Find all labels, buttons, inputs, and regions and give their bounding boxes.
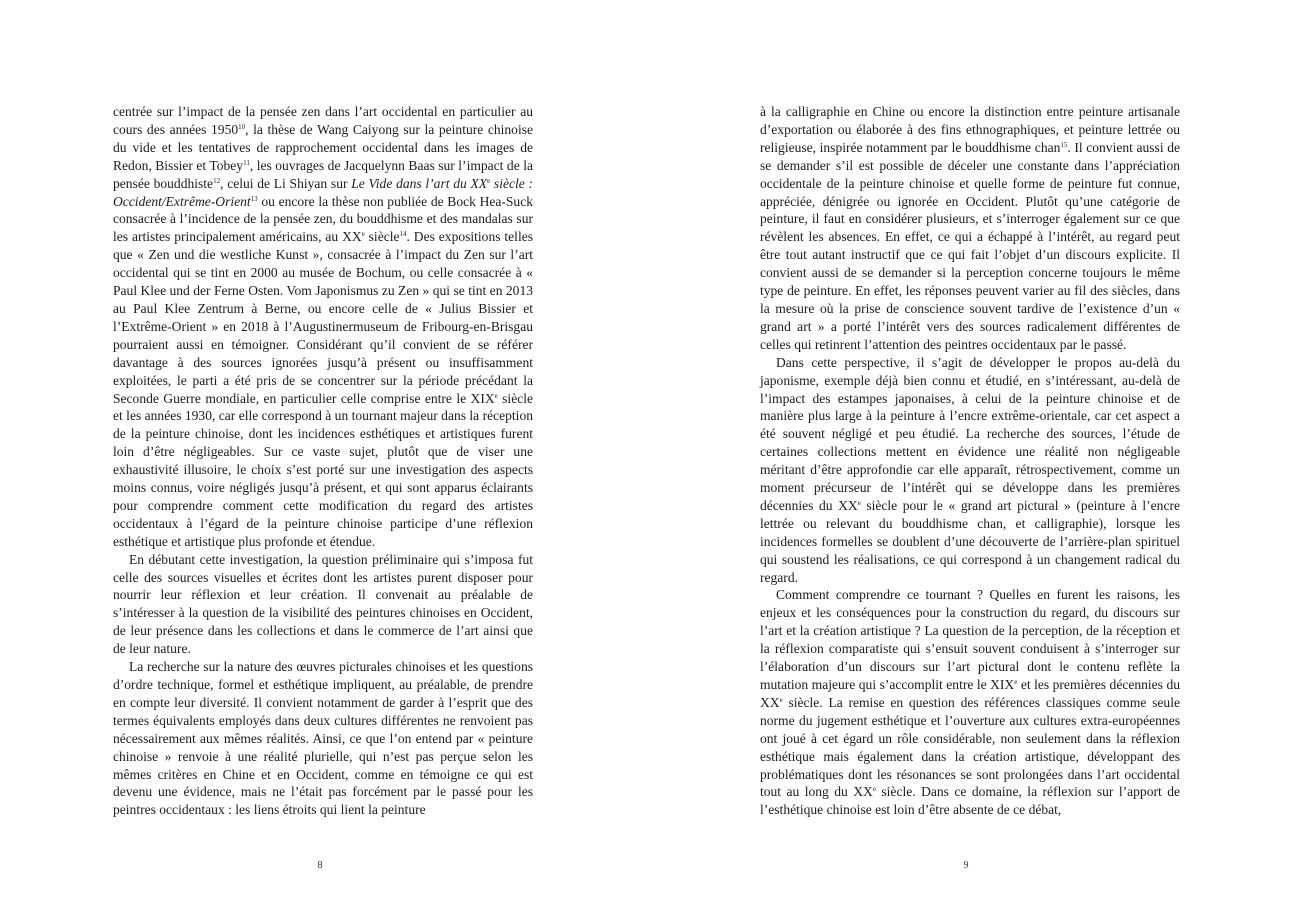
text-run: siècle xyxy=(364,229,400,245)
note-call: e xyxy=(361,230,365,239)
note-call: e xyxy=(779,695,783,704)
left-page xyxy=(0,0,646,913)
text-run: centrée sur l’impact de la pensée zen dans l’art occidental en particulier au cours des années 1950 xyxy=(113,104,533,137)
note-call: e xyxy=(872,785,876,794)
right-page-number: 9 xyxy=(963,860,969,871)
text-run: . Il convient aussi de se demander s’il est possible de déceler une constante dans l’appréciation occidentale de la peinture chinoise et quelle forme de peinture fut connue, appréciée, dénigrée ou ignorée en Occident. Plutôt qu’une catégorie de peinture, il faut en considérer plusieurs, et s’interroger également sur ce que révèlent les absences. En effet, ce qui a échappé à l’intérêt, au regard peut être tout autant instructif que ce qui fait l’objet d’un discours explicite. Il convient aussi de se demander si la perception concerne toujours le même type de peinture. En effet, les réponses peuvent varier au fil des siècles, dans la mesure où la prise de conscience souvent tardive de l’existence d’un « grand art » a porté l’intérêt vers des sources radicalement différentes de celles qui retinrent l’attention des peintres occidentaux par le passé. xyxy=(760,139,1180,352)
text-run: siècle pour le « grand art pictural » (peinture à l’encre lettrée ou relevant du bouddhisme chan, et calligraphie), lorsque les incidences formelles se doublent d’une découverte de l’arrière-plan spirituel qui soustend les réalisations, ce qui correspond à un changement radical du regard. xyxy=(760,497,1180,585)
right-paragraph-2 xyxy=(760,354,1180,587)
text-run: ou encore la thèse non publiée de Bock Hea-Suck consacrée à l’incidence de la pensée zen, du bouddhisme et des mandalas sur les artistes principalement américains, au XX xyxy=(113,193,533,245)
note-call: 13 xyxy=(250,194,258,203)
text-run: Comment comprendre ce tournant ? Quelles en furent les raisons, les enjeux et les conséquences pour la construction du regard, du discours sur l’art et la création artistique ? La question de la perception, de la réception et la réflexion comparatiste qui s’ensuit souvent conduisent à s’interroger sur l’élaboration d’un discours sur l’art pictural dont le contenu reflète la mutation majeure qui s’accomplit entre le XIX xyxy=(760,587,1180,692)
text-run: En débutant cette investigation, la question préliminaire qui s’imposa fut celle des sources visuelles et écrites dont les artistes purent disposer pour nourrir leur réflexion et leur création. Il convenait au préalable de s’intéresser à la question de la visibilité des peintures chinoises en Occident, de leur présence dans les collections et dans le commerce de l’art ainsi que de leur nature. xyxy=(113,551,533,657)
left-paragraph-1 xyxy=(113,103,533,551)
note-call: 12 xyxy=(213,176,221,185)
right-paragraph-1 xyxy=(760,103,1180,354)
text-run: siècle. La remise en question des références classiques comme seule norme du jugement esthétique et l’ouverture aux cultures extra-européennes ont joué à cet égard un rôle considérable, non seulement dans la réflexion esthétique mais également dans la création artistique, développant des problématiques dont les résonances se sont prolongées dans l’art occidental tout au long du XX xyxy=(760,694,1180,800)
text-run: à la calligraphie en Chine ou encore la distinction entre peinture artisanale d’exportation ou élaborée à des fins ethnographiques, et peinture lettrée ou religieuse, inspirée notamment par le bouddhisme chan xyxy=(760,104,1180,155)
note-call: 10 xyxy=(238,122,246,131)
note-call: e xyxy=(1014,678,1018,686)
text-run: . Des expositions telles que « Zen und die westliche Kunst », consacrée à l’impact du Zen sur l’art occidental qui se tint en 2000 au musée de Bochum, ou celle consacrée à « Paul Klee und der Ferne Osten. Vom Japonismus zu Zen » qui se tint en 2013 au Paul Klee Zentrum à Berne, ou encore celle de « Julius Bissier et l’Extrême-Orient » en 2018 à l’Augustinermuseum de Fribourg-en-Brisgau pourraient aussi en témoigner. Considérant qu’il convient de se référer davantage à des sources ignorées jusqu’à présent ou insuffisamment exploitées, le parti a été pris de se concentrer sur la période précédant la Seconde Guerre mondiale, en particulier celle comprise entre le XIX xyxy=(113,229,533,406)
note-call: e xyxy=(487,176,491,185)
text-run: siècle et les années 1930, car elle correspond à un tournant majeur dans la réception de la peinture chinoise, dont les incidences esthétiques et artistiques furent loin d’être négligeables. Sur ce vaste sujet, plutôt que de viser une exhaustivité illusoire, le choix s’est porté sur une investigation des aspects moins connus, voire négligés jusqu’à présent, et qui sont apparus éclairants pour comprendre comment cette modification du regard des artistes occidentaux à l’égard de la peinture chinoise participe d’une réflexion esthétique et artistique plus profonde et étendue. xyxy=(113,390,534,549)
right-paragraph-3 xyxy=(760,586,1180,819)
text-run: siècle. Dans ce domaine, la réflexion sur l’apport de l’esthétique chinoise est loin d’être absente de ce débat, xyxy=(760,784,1180,818)
note-call: e xyxy=(494,391,498,400)
italic-title: siècle : Occident/Extrême-Orient xyxy=(113,175,534,209)
text-run: La recherche sur la nature des œuvres picturales chinoises et les questions d’ordre technique, formel et esthétique impliquent, au préalable, de prendre en compte leur diversité. Il convient notamment de garder à l’esprit que des termes équivalents employés dans deux cultures différentes ne renvoient pas nécessairement aux mêmes réalités. Ainsi, ce que l’on entend par « peinture chinoise » renvoie à une réalité plurielle, qui n’est pas perçue selon les mêmes critères en Chine et en Occident, comme en témoigne ce qui est devenu une évidence, mais ne l’était pas forcément par le passé pour les peintres occidentaux : les liens étroits qui lient la peinture xyxy=(113,659,533,818)
text-run: , les ouvrages de Jacquelynn Baas sur l’impact de la pensée bouddhiste xyxy=(113,157,533,191)
text-run: , la thèse de Wang Caiyong sur la peinture chinoise du vide et les tentatives de rapprochement occidental dans les images de Redon, Bissier et Tobey xyxy=(113,121,533,173)
note-call: 15 xyxy=(1060,140,1068,149)
left-paragraph-2 xyxy=(113,551,533,658)
left-page-number: 8 xyxy=(317,860,323,871)
note-call: 14 xyxy=(399,230,407,239)
note-call: 11 xyxy=(243,158,250,167)
left-page-text xyxy=(113,103,533,819)
note-call: e xyxy=(857,498,861,507)
text-run: et les premières décennies du XX xyxy=(760,677,1181,710)
text-run: Dans cette perspective, il s’agit de développer le propos au-delà du japonisme, exemple déjà bien connu et étudié, en s’intéressant, au-delà de l’impact des estampes japonaises, à celui de la peinture chinoise et de manière plus large à la peinture à l’encre extrême-orientale, car cet aspect a été souvent négligé et peu étudié. La recherche des sources, l’étude de certaines collections mettent en évidence une réalité non négligeable méritant d’être approfondie car elle apparaît, rétrospectivement, comme un moment précurseur de l’intérêt qui se développe dans les premières décennies du XX xyxy=(760,354,1180,513)
right-page xyxy=(646,0,1293,913)
italic-title: Le Vide dans l’art du XX xyxy=(351,175,488,191)
right-page-text xyxy=(760,103,1180,819)
left-paragraph-3 xyxy=(113,658,533,819)
text-run: , celui de Li Shiyan sur xyxy=(220,175,352,191)
